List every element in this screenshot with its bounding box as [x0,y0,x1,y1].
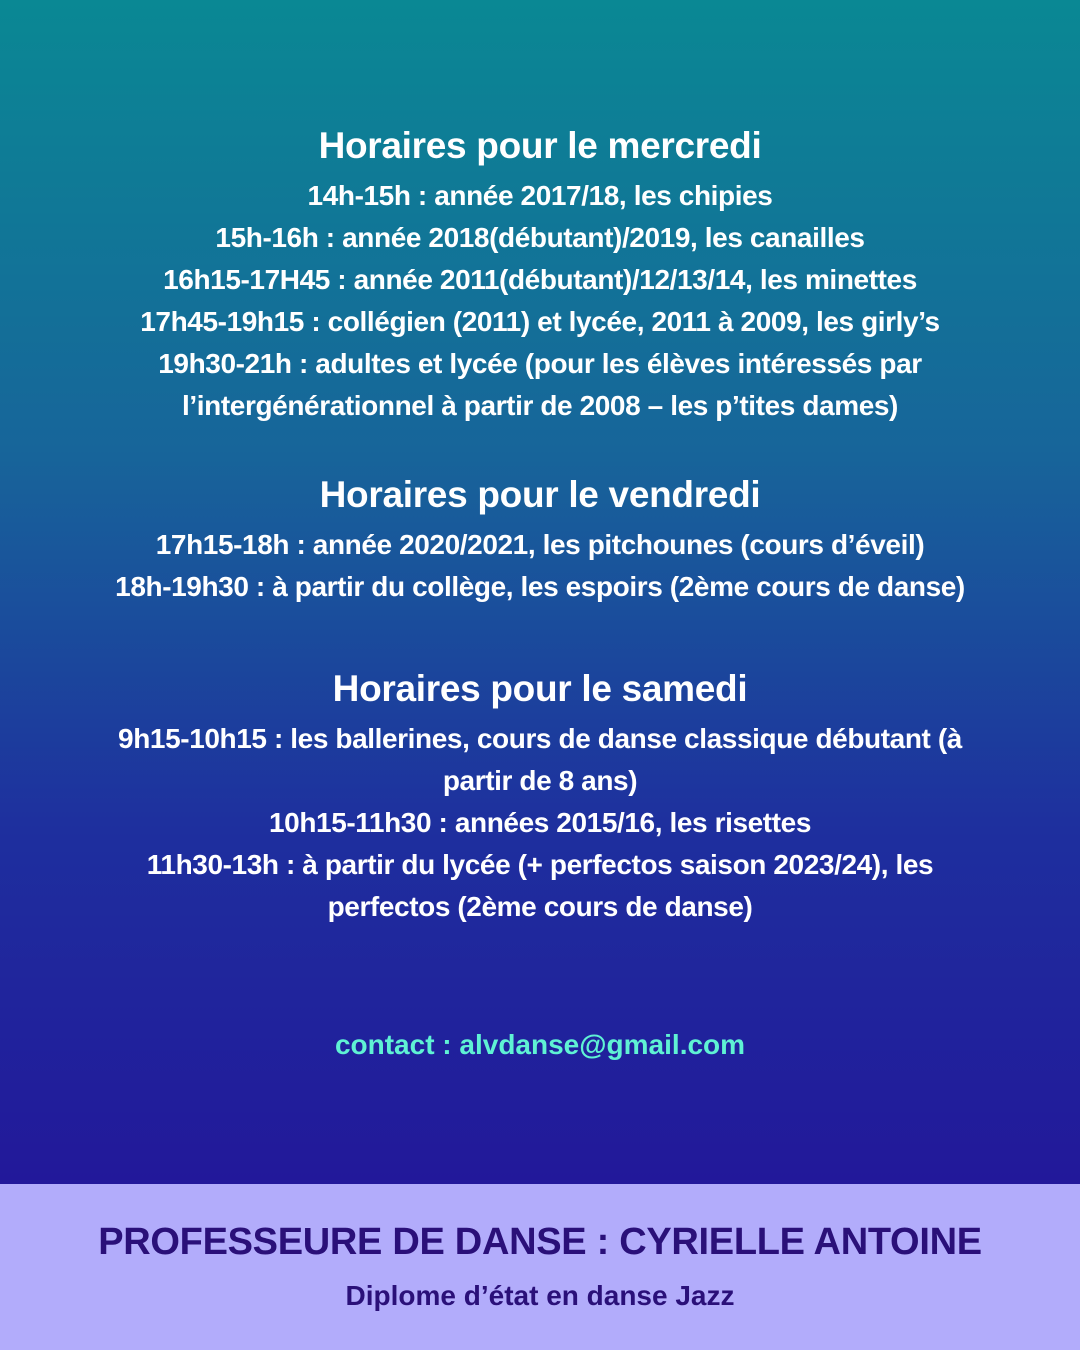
saturday-title: Horaires pour le samedi [332,668,748,709]
friday-schedule [0,472,1080,608]
schedule-line: 16h15-17H45 : année 2011(débutant)/12/13/14, les minettes [163,264,917,295]
schedule-line: 10h15-11h30 : années 2015/16, les risettes [268,807,811,838]
contact-email-text[interactable]: contact : alvdanse@gmail.com [334,1029,746,1060]
teacher-diploma: Diplome d’état en danse Jazz [345,1280,735,1311]
schedule-line: 19h30-21h : adultes et lycée (pour les élèves intéressés par [158,348,922,379]
schedule-line: perfectos (2ème cours de danse) [327,891,753,922]
wednesday-schedule [0,123,1080,427]
schedule-line: 15h-16h : année 2018(débutant)/2019, les canailles [215,222,865,253]
schedule-line: 18h-19h30 : à partir du collège, les espoirs (2ème cours de danse) [115,571,965,602]
friday-title: Horaires pour le vendredi [319,474,761,515]
teacher-title: PROFESSEURE DE DANSE : CYRIELLE ANTOINE [98,1221,982,1263]
schedule-line: 17h45-19h15 : collégien (2011) et lycée, 2011 à 2009, les girly’s [140,306,940,337]
schedule-line: 14h-15h : année 2017/18, les chipies [307,180,773,211]
schedule-line: 9h15-10h15 : les ballerines, cours de danse classique débutant (à [118,723,962,754]
saturday-schedule [0,666,1080,928]
schedule-line: l’intergénérationnel à partir de 2008 – les p’tites dames) [182,390,898,421]
schedule-line: partir de 8 ans) [442,765,638,796]
schedule-line: 11h30-13h : à partir du lycée (+ perfectos saison 2023/24), les [146,849,934,880]
wednesday-title: Horaires pour le mercredi [318,125,762,166]
schedule-line: 17h15-18h : année 2020/2021, les pitchounes (cours d’éveil) [155,529,925,560]
contact-info [0,1025,1080,1065]
teacher-banner [0,1184,1080,1350]
